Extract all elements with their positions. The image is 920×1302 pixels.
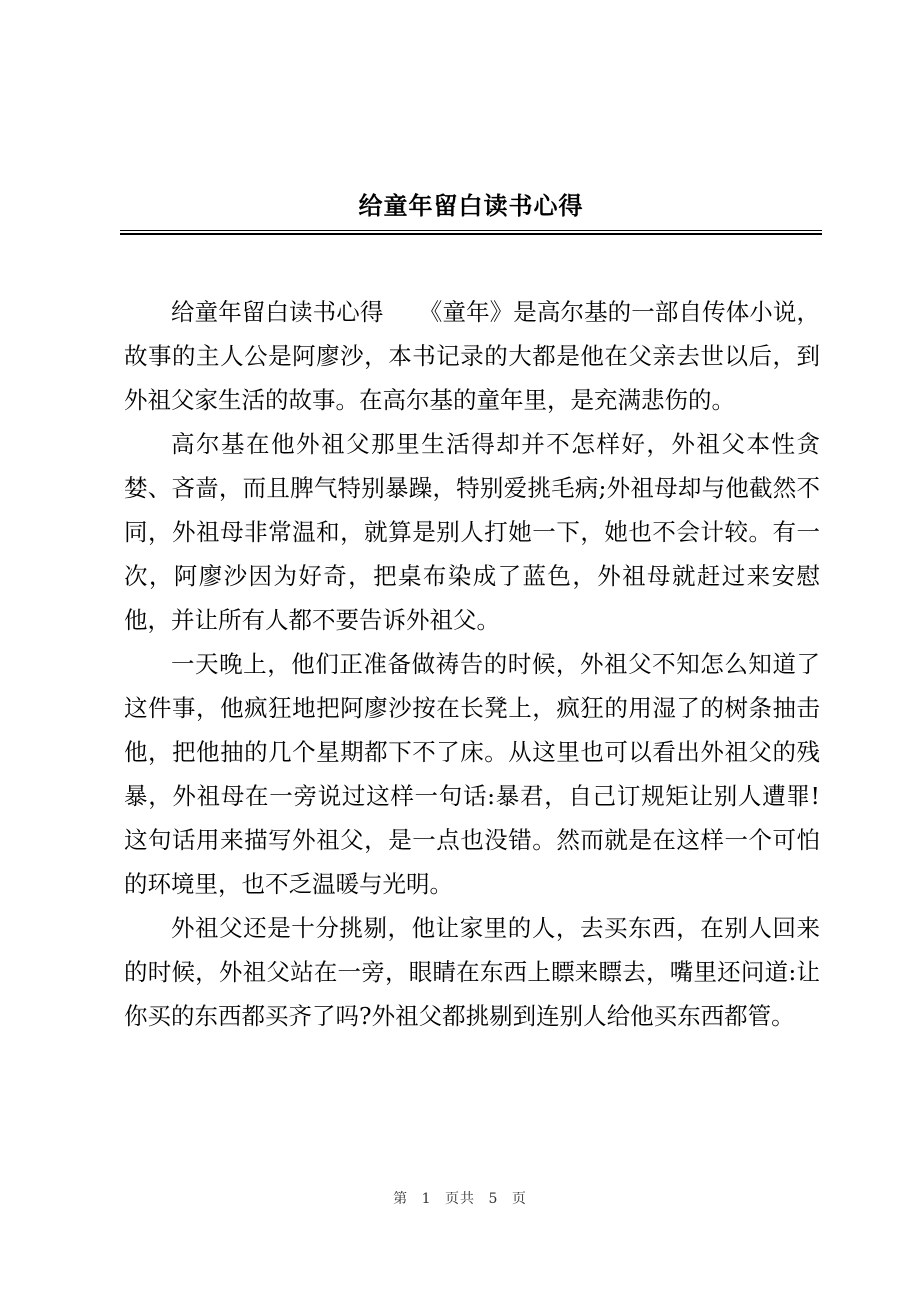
- page-footer: [0, 1188, 920, 1208]
- footer-current-page: 1: [421, 1191, 432, 1207]
- body-paragraph-2: 高尔基在他外祖父那里生活得却并不怎样好，外祖父本性贪婪、吝啬，而且脾气特别暴躁，特别爱挑毛病;外祖母却与他截然不同，外祖母非常温和，就算是别人打她一下，她也不会计较。有一次，阿廖沙因为好奇，把桌布染成了蓝色，外祖母就赶过来安慰他，并让所有人都不要告诉外祖父。: [124, 430, 820, 634]
- document-title: 给童年留白读书心得: [358, 191, 584, 220]
- footer-prefix: 第: [393, 1191, 409, 1207]
- body-paragraph-1: 给童年留白读书心得 《童年》是高尔基的一部自传体小说，故事的主人公是阿廖沙，本书记录的大都是他在父亲去世以后，到外祖父家生活的故事。在高尔基的童年里，是充满悲伤的。: [124, 298, 820, 414]
- footer-mid: 页共: [445, 1191, 475, 1207]
- title-double-rule: [120, 230, 822, 235]
- footer-total-pages: 5: [488, 1191, 499, 1207]
- body-paragraph-4: 外祖父还是十分挑剔，他让家里的人，去买东西，在别人回来的时候，外祖父站在一旁，眼睛在东西上瞟来瞟去，嘴里还问道:让你买的东西都买齐了吗?外祖父都挑剔到连别人给他买东西都管。: [124, 914, 820, 1030]
- document-body: [124, 290, 820, 1038]
- body-paragraph-3: 一天晚上，他们正准备做祷告的时候，外祖父不知怎么知道了这件事，他疯狂地把阿廖沙按在长凳上，疯狂的用湿了的树条抽击他，把他抽的几个星期都下不了床。从这里也可以看出外祖父的残暴，外祖母在一旁说过这样一句话:暴君，自己订规矩让别人遭罪!这句话用来描写外祖父，是一点也没错。然而就是在这样一个可怕的环境里，也不乏温暖与光明。: [124, 650, 820, 898]
- footer-suffix: 页: [511, 1191, 527, 1207]
